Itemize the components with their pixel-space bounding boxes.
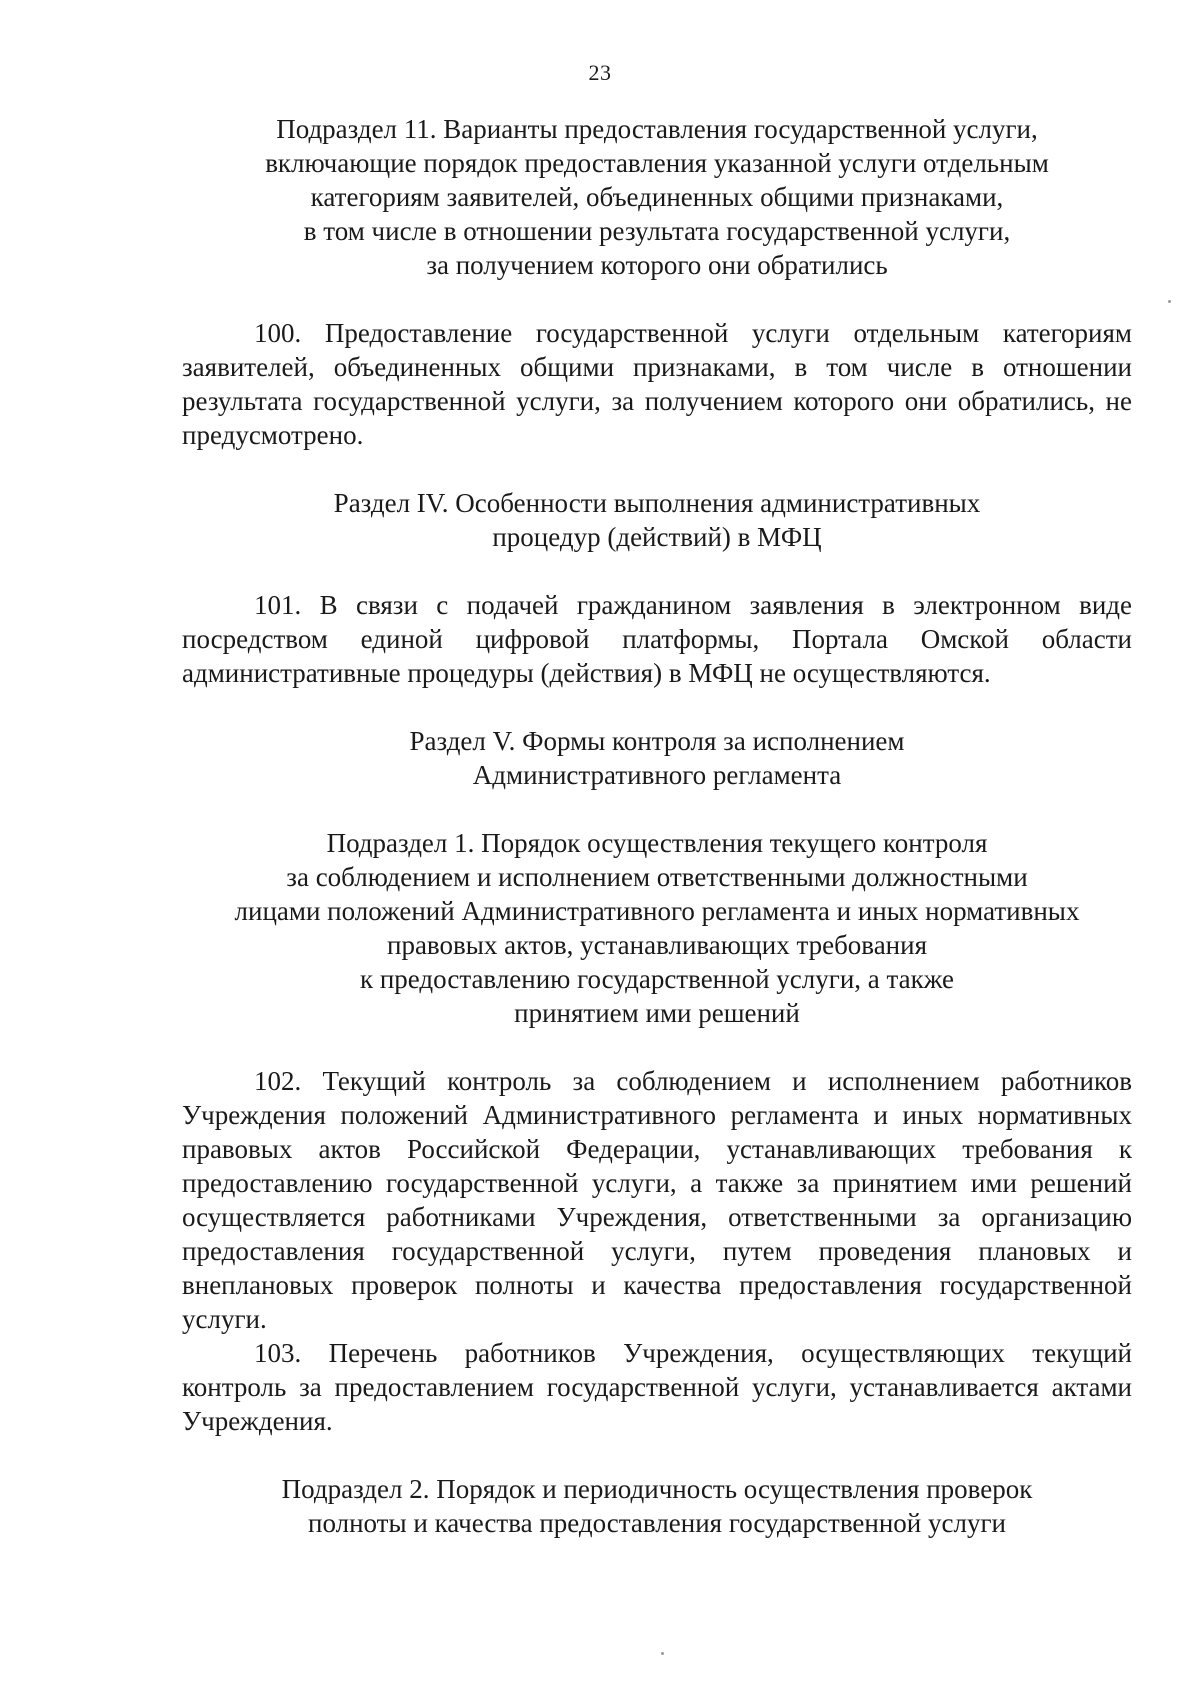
heading-line: за соблюдением и исполнением ответственными должностными bbox=[286, 862, 1028, 892]
heading-line: процедур (действий) в МФЦ bbox=[492, 522, 822, 552]
subsection-1-heading bbox=[182, 826, 1132, 1030]
scan-artifact bbox=[661, 1652, 664, 1655]
heading-line: включающие порядок предоставления указанной услуги отдельным bbox=[265, 148, 1049, 178]
heading-line: полноты и качества предоставления государственной услуги bbox=[308, 1508, 1006, 1538]
heading-line: к предоставлению государственной услуги, а также bbox=[359, 964, 955, 994]
paragraph-101: 101. В связи с подачей гражданином заявления в электронном виде посредством единой цифровой платформы, Портала Омской области административные процедуры (действия) в МФЦ не осуществляются. bbox=[182, 590, 1132, 688]
section-iv-heading bbox=[182, 486, 1132, 554]
paragraph-103: 103. Перечень работников Учреждения, осуществляющих текущий контроль за предоставлением государственной услуги, устанавливается актами Учреждения. bbox=[182, 1338, 1132, 1436]
heading-line: Подраздел 1. Порядок осуществления текущего контроля bbox=[326, 828, 988, 858]
page-number: 23 bbox=[588, 60, 612, 85]
scan-artifact bbox=[1168, 300, 1171, 303]
heading-line: Подраздел 2. Порядок и периодичность осуществления проверок bbox=[281, 1474, 1033, 1504]
heading-line: лицами положений Административного регламента и иных нормативных bbox=[234, 896, 1080, 926]
heading-line: Подраздел 11. Варианты предоставления государственной услуги, bbox=[276, 114, 1038, 144]
heading-line: правовых актов, устанавливающих требования bbox=[387, 930, 927, 960]
heading-line: категориям заявителей, объединенных общими признаками, bbox=[310, 182, 1004, 212]
heading-line: Раздел IV. Особенности выполнения административных bbox=[333, 488, 981, 518]
paragraph-102: 102. Текущий контроль за соблюдением и исполнением работников Учреждения положений Административного регламента и иных нормативных правовых актов Российской Федерации, устанавливающих требования к предоставлению государственной услуги, а также за принятием ими решений осуществляется работниками Учреждения, ответственными за организацию предоставления государственной услуги, путем проведения плановых и внеплановых проверок полноты и качества предоставления государственной услуги. bbox=[182, 1066, 1132, 1334]
heading-line: в том числе в отношении результата государственной услуги, bbox=[303, 216, 1011, 246]
subsection-2-heading bbox=[182, 1472, 1132, 1540]
heading-line: принятием ими решений bbox=[514, 998, 800, 1028]
subsection-11-heading bbox=[182, 112, 1132, 282]
heading-line: Административного регламента bbox=[472, 760, 842, 790]
paragraph-100: 100. Предоставление государственной услуги отдельным категориям заявителей, объединенных общими признаками, в том числе в отношении результата государственной услуги, за получением которого они обратились, не предусмотрено. bbox=[182, 318, 1132, 450]
heading-line: за получением которого они обратились bbox=[426, 250, 888, 280]
section-v-heading bbox=[182, 724, 1132, 792]
document-body bbox=[182, 112, 1132, 1540]
heading-line: Раздел V. Формы контроля за исполнением bbox=[409, 726, 905, 756]
